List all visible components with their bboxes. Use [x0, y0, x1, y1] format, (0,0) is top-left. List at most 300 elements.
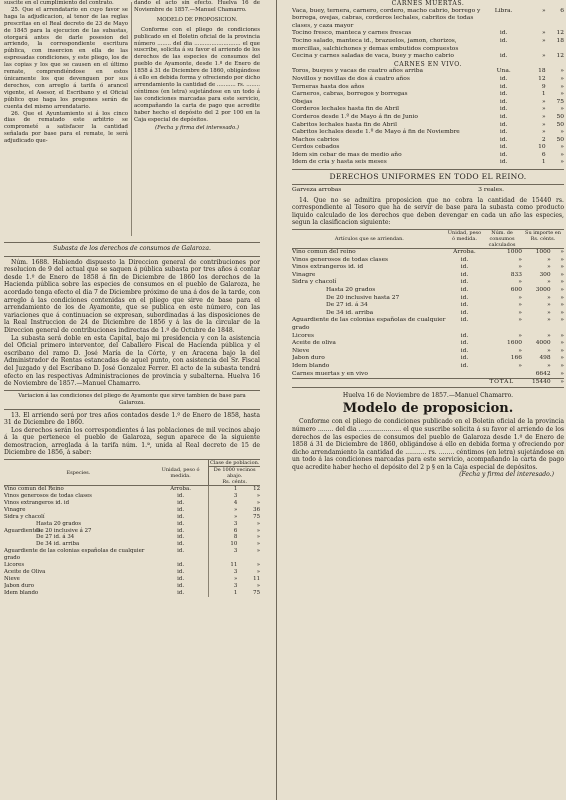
reales-cell: 9: [541, 83, 546, 90]
centimos-cell: 11: [253, 575, 260, 582]
centimos-cell: »: [256, 541, 260, 548]
reales-cell: 3: [209, 521, 237, 528]
article-name: Vinagre: [292, 271, 316, 278]
header-class-label: Clase de poblacion.: [209, 460, 260, 467]
amount-cell: »: [547, 264, 551, 271]
species-name: Idem blando: [4, 589, 39, 596]
unit-cell: id.: [177, 506, 185, 513]
table-row: [4, 548, 260, 562]
unit-cell: id.: [177, 534, 185, 541]
unit-cell: id.: [499, 144, 508, 151]
reales-cell: 10: [538, 144, 546, 151]
centimos-cell: 50: [556, 121, 564, 128]
unit-cell: id.: [499, 113, 508, 120]
reales-cell: 4: [209, 500, 237, 507]
table-row: [292, 279, 564, 287]
reales-cell: 6: [541, 151, 546, 158]
header-num: Núm. de consumos calculados: [488, 230, 516, 249]
reales-cell: 1: [209, 486, 237, 493]
amount-cell: 498: [539, 355, 551, 362]
reales-cell: 11: [209, 562, 237, 569]
reales-cell: »: [541, 129, 546, 136]
consumption-cell: »: [518, 302, 522, 309]
header-class: [209, 460, 260, 486]
total-value: 15440: [531, 379, 551, 386]
centimos-cell: »: [560, 347, 564, 354]
unit-cell: id.: [460, 256, 469, 263]
reales-cell: 1: [541, 91, 546, 98]
article-name: Tocino fresco, manteca y carnes frescas: [292, 30, 412, 37]
unit-cell: id.: [177, 582, 185, 589]
centimos-cell: »: [560, 309, 564, 316]
table-row: [292, 249, 564, 257]
table-row: [4, 521, 260, 528]
auction-venue-para: La subasta será doble en esta Capital, bajo mi presidencia y con la asistencia del Oficial primero interventor, del Caballero Fiscal de Hacienda pública y el escribano del ramo D. José María de la Córte, y en Aracena bajo la del Administrador de Rentas estancadas de aquel punto, con asistencia del Sr. Fiscal del Juzgado y del Escribano D. José Gonzalez Ferrer. El acto de la subasta tendrá efecto en las respectivas Administraciones de provincia y subalterna. Huelva 16 de Noviembre de 1857.—Manuel Chamarro.: [4, 334, 260, 388]
header-species: Especies.: [66, 469, 91, 476]
amount-cell: 6642: [535, 370, 551, 377]
centimos-cell: »: [560, 287, 564, 293]
reales-cell: 3: [209, 569, 237, 576]
consumption-cell: »: [518, 347, 522, 354]
table-row: [292, 84, 564, 92]
unit-cell: id.: [460, 279, 469, 286]
table-row: [292, 371, 564, 379]
species-name: Aceite de Oliva: [4, 568, 46, 575]
table-row: [292, 114, 564, 122]
consumption-cell: »: [518, 264, 522, 271]
divider: [292, 169, 564, 170]
consumption-cell: »: [518, 362, 522, 369]
unit-cell: id.: [177, 575, 185, 582]
unit-cell: id.: [499, 37, 508, 44]
article-name: Sidra y chacolí: [292, 279, 337, 286]
divider: [292, 184, 564, 185]
unit-cell: id.: [460, 340, 469, 347]
carnes-vivo-heading: CARNES EN VIVO.: [394, 60, 462, 68]
table-row: [292, 152, 564, 160]
table-row: [292, 68, 564, 76]
model-signature: (Fecha y firma del interesado.): [155, 125, 239, 132]
header-class-sub: De 1000 vecinos abajo.: [209, 466, 260, 479]
consumption-cell: [482, 371, 522, 379]
unit-cell: id.: [177, 589, 185, 596]
reales-cell: »: [541, 53, 546, 60]
unit-cell: id.: [499, 106, 508, 113]
species-name: Aguardiente de las colonias españolas de cualquier grado: [4, 548, 145, 562]
table-row: [292, 106, 564, 114]
centimos-cell: »: [560, 256, 564, 263]
reales-cell: 2: [541, 136, 546, 143]
centimos-cell: »: [256, 527, 260, 534]
species-name: Vinos generosos de todas clases: [4, 492, 92, 499]
centimos-cell: »: [560, 294, 564, 301]
table-row: [292, 340, 564, 348]
species-name: Vinos extrangeros id. id: [4, 499, 70, 506]
article-name: Terneras hasta dos años: [292, 83, 365, 90]
garveza-row: [292, 187, 564, 195]
unit-cell: [447, 371, 482, 379]
table-row: [292, 53, 564, 61]
total-cts: »: [560, 379, 564, 386]
unit-cell: id.: [499, 98, 508, 105]
centimos-cell: »: [560, 332, 564, 339]
unit-cell: id.: [177, 568, 185, 575]
consumption-cell: »: [518, 332, 522, 339]
amount-cell: »: [547, 302, 551, 309]
divider: [4, 409, 260, 410]
modelo-body: Conforme con el pliego de condiciones publicado en el Boletin oficial de la provincia número ........ del dia ...................... el que suscribe solicita á su favor el arriendo de los derechos de las especies de consumos del pueblo de Galaroza desde 1.º de Enero de 1858 á 31 de Diciembre de 1860, obligándose á ello en debida forma y ofreciendo por dicho arrendamiento la cantidad de ........... rs. ........ céntimos (en letra) sujetándose en un todo á las condiciones marcadas para este servicio, acompañando la carta de pago que acredite haber hecho el depósito del 2 p § en la Caja especial de depósitos.: [292, 418, 564, 471]
amount-cell: »: [547, 362, 551, 369]
total-row: [292, 379, 564, 388]
reales-cell: 10: [209, 541, 237, 548]
table-row: [4, 500, 260, 507]
reales-cell: 3: [209, 493, 237, 500]
left-column: [4, 0, 260, 800]
table-row: [292, 137, 564, 145]
species-name: Aguardientes. Hasta 20 grados: [4, 520, 82, 534]
carnes-vivo-table: [292, 68, 564, 167]
table-row: [4, 507, 260, 514]
consumption-cell: »: [518, 256, 522, 263]
unit-cell: Una.: [496, 68, 511, 75]
announcement-1688: Núm. 1688. Habiendo dispuesto la Direccion general de contribuciones por resolucion de 9 del actual que se saquen á pública subasta por tres años á contar desde 1.º de Enero de 1858 á fin de Diciembre de 1860 los derechos de la Hacienda pública sobre las especies de consumos en el pueblo de Galaroza, he acordado tenga efecto el dia 7 de Diciembre próximo de una á dos de la tarde, con arreglo á las condiciones contenidas en el pliego que sirve de base para el arrendamiento de los de Ayamonte, que se publica en este número, con las variaciones que á continuacion se expresan, subordinadas á las disposiciones de la Real Instruccion de 24 de Diciembre de 1856 y á las de la circular de la Direccion general de contribuciones indirectas de 1.º de Octubre de 1848.: [4, 258, 260, 334]
condition-25: 25. Que el arrendatario en cuyo favor se haga la adjudicacion, al tenor de las reglas prescritas en el Real decreto de 23 de Mayo de 1845 para la ejecucion de las subastas, otorgará antes de darle posesion del arriendo, la correspondiente escritura pública, con insercion en ella de las espresadas condiciones, y este pliego, los de las copias y los que se causen en el último remate, comprendiéndose en estos únicamente los que devenguen por sus derechos, con arreglo á tarifa ó arancel vigente, el Asesor, el Escribano y el Oficial público que haga los pregones serán de cuenta del mismo arrendatario.: [4, 6, 128, 110]
article-name: Cabritos lechales desde 1.º de Mayo á fin de Noviembre: [292, 129, 460, 136]
garveza-label: Garveza arrobas: [292, 187, 342, 194]
centimos-cell: »: [256, 582, 260, 589]
centimos-cell: »: [560, 340, 564, 347]
unit-cell: id.: [177, 541, 185, 548]
table-row: [292, 348, 564, 356]
condition-13: 13. El arriendo será por tres años contados desde 1.º de Enero de 1858, hasta 31 de Diciembre de 1860.: [4, 411, 260, 427]
unit-cell: Arroba.: [453, 249, 476, 256]
centimos-cell: »: [560, 75, 564, 82]
divider: [4, 256, 260, 257]
centimos-cell: »: [560, 355, 564, 362]
unit-cell: id.: [460, 271, 469, 278]
table-row: [292, 159, 564, 167]
reales-cell: 6: [209, 528, 237, 535]
unit-cell: id.: [499, 75, 508, 82]
centimos-cell: »: [560, 159, 564, 166]
amount-cell: 3000: [535, 287, 551, 293]
reales-cell: 3: [209, 548, 237, 562]
article-name: Carneros, cabras, borregos y borregas: [292, 91, 408, 98]
species-name: De 20 inclusive á 27: [36, 527, 92, 534]
calculation-rows: [292, 249, 564, 379]
amount-cell: 4000: [535, 340, 551, 347]
unit-cell: id.: [499, 136, 508, 143]
article-name: Vino comun del reino: [292, 249, 356, 256]
model-body: Conforme con el pliego de condiciones publicado en el Boletin oficial de la provincia número ........ del dia ........................... el que suscribe, solicita á su favor el arriendo de los derechos de las especies de consumos del pueblo de Ayamonte, desde 1.º de Enero de 1858 á 31 de Diciembre de 1860, obligándose á ello en debida forma y ofreciendo por dicho arrendamiento la cantidad de ........... rs. ........ céntimos (en letra) sujetándose en un todo á las condiciones marcadas para este servicio, acompañando la carta de pago que acredite haber hecho el depósito del 2 por 100 en la Caja especial de depósitos.: [134, 26, 260, 123]
reales-cell: 1: [209, 590, 237, 597]
centimos-cell: »: [560, 249, 564, 256]
article-name: Jabon duro: [292, 355, 325, 362]
unit-cell: id.: [499, 30, 508, 37]
article-name: Machos cabrios: [292, 136, 339, 143]
reales-cell: »: [541, 37, 546, 44]
modelo-signature: (Fecha y firma del interesado.): [459, 471, 554, 479]
uniform-rights-heading: DERECHOS UNIFORMES EN TODO EL REINO.: [329, 172, 527, 182]
unit-cell: id.: [499, 159, 508, 166]
consumption-cell: »: [518, 279, 522, 286]
unit-cell: id.: [177, 562, 185, 569]
unit-cell: id.: [460, 347, 469, 354]
unit-cell: id.: [460, 317, 469, 324]
unit-cell: id.: [177, 527, 185, 534]
centimos-cell: 12: [556, 30, 564, 37]
total-label: TOTAL: [489, 379, 514, 386]
centimos-cell: »: [560, 302, 564, 309]
table-row: [4, 576, 260, 583]
species-name: Jabon duro: [4, 582, 35, 589]
unit-cell: id.: [177, 492, 185, 499]
consumption-cell: »: [518, 317, 522, 324]
condition-text-end: dando el acto sin efecto. Huelva 16 de Noviembre de 1857.—Manuel Chamarro.: [134, 0, 260, 13]
article-name: Toros, bueyes y vacas de cuatro años arriba: [292, 68, 424, 75]
reales-cell: 12: [538, 75, 546, 82]
centimos-cell: 50: [556, 136, 564, 143]
garveza-value: 3 reales.: [478, 187, 504, 194]
table-row: [292, 264, 564, 272]
reales-cell: 8: [209, 534, 237, 541]
amount-cell: 1000: [535, 249, 551, 256]
centimos-cell: »: [560, 317, 564, 324]
species-name: Licores: [4, 562, 25, 569]
centimos-cell: »: [560, 271, 564, 278]
aguardientes-label: Aguardientes.: [4, 527, 43, 534]
article-name: De 20 inclusive hasta 27: [326, 294, 400, 301]
condition-text: suscite en el cumplimiento del contrato.: [4, 0, 114, 6]
table-row: [292, 122, 564, 130]
centimos-cell: »: [560, 91, 564, 98]
table-row: [4, 583, 260, 590]
reales-cell: »: [209, 576, 237, 583]
subasta-title: Subasta de los derechos de consumos de Galaroza.: [53, 245, 211, 252]
species-name: Sidra y chacolí: [4, 513, 45, 520]
centimos-cell: 75: [556, 98, 564, 105]
header-importe: Su importe en Rs. cénts.: [525, 230, 561, 243]
header-unit: Unidad, peso ó medida.: [161, 466, 200, 479]
page-divider: [276, 0, 277, 800]
article-name: Idem de cria y hasta seis meses: [292, 159, 387, 166]
unit-cell: id.: [460, 309, 469, 316]
consumption-cell: 833: [510, 271, 522, 278]
column-divider: [131, 2, 132, 236]
ayamonte-model-column: [134, 0, 260, 132]
table-row: [292, 257, 564, 265]
unit-cell: id.: [460, 294, 469, 301]
divider: [4, 390, 260, 391]
centimos-cell: 50: [556, 113, 564, 120]
reales-cell: »: [209, 514, 237, 521]
unit-cell: Libra.: [494, 7, 513, 14]
article-name: Idem blando: [292, 362, 330, 369]
right-column: [292, 0, 564, 800]
unit-cell: id.: [499, 121, 508, 128]
species-name: Nieve: [4, 575, 20, 582]
calculation-table: [292, 229, 564, 388]
centimos-cell: 36: [253, 506, 260, 513]
rights-para: Los derechos serán los correspondientes á las poblaciones de mil vecinos abajo á la que pertenece el pueblo de Galaroza, segun aparece de la siguiente demostracion, arreglada á la tarifa núm. 1.ª, unida al Real decreto de 15 de Diciembre de 1856, á saber:: [4, 426, 260, 457]
article-name: De 27 id. á 34: [326, 302, 368, 309]
unit-cell: id.: [460, 264, 469, 271]
table-row: [292, 302, 564, 310]
reales-cell: »: [541, 106, 546, 113]
unit-cell: id.: [460, 332, 469, 339]
amount-cell: »: [547, 317, 551, 324]
centimos-cell: »: [560, 362, 564, 369]
divider: [4, 242, 260, 243]
consumption-cell: »: [518, 294, 522, 301]
reales-cell: 1: [541, 159, 546, 166]
species-name: Vinagre: [4, 506, 26, 513]
centimos-cell: »: [560, 279, 564, 286]
table-row: [292, 355, 564, 363]
article-name: Vaca, buey, ternera, carnero, cordero, macho cabrio, borrego y borrega, ovejas, cabras, corderos lechales, cabritos de todas clases, y caza mayor: [292, 7, 481, 29]
table-row: [4, 486, 260, 493]
centimos-cell: »: [256, 520, 260, 527]
centimos-cell: 75: [253, 589, 260, 596]
consumption-cell: 1600: [506, 340, 522, 347]
condition-26: 26. Que el Ayuntamiento si á los cinco dias de rematado este arbitrio se comprometé a satisfacer la cantidad señalada por base para el remate, le será adjudicado que-: [4, 110, 128, 145]
article-name: Cecina y carnes saladas de vaca, buey y macho cabrio: [292, 53, 454, 60]
amount-cell: »: [547, 332, 551, 339]
article-name: Vinos generosos de todas clases: [292, 256, 389, 263]
table-row: [292, 144, 564, 152]
centimos-cell: 75: [253, 513, 260, 520]
table-row: [292, 129, 564, 137]
variation-heading: Variacion á las condiciones del pliego de Ayamonte que sirve tambien de base para Galaroza.: [18, 392, 246, 406]
consumption-cell: 1000: [506, 249, 522, 256]
modelo-title: Modelo de proposicion.: [342, 401, 514, 417]
unit-cell: id.: [499, 151, 508, 158]
consumption-cell: 166: [510, 355, 522, 362]
centimos-cell: »: [256, 548, 260, 555]
unit-cell: id.: [499, 129, 508, 136]
unit-cell: id.: [460, 302, 469, 309]
left-top-block: [4, 0, 260, 240]
article-name: Novillos y novillas de dos á cuatro años: [292, 75, 410, 82]
species-name: De 27 id. á 34: [36, 534, 75, 541]
article-name: Corderos lechales hasta fin de Abril: [292, 106, 400, 113]
table-row: [292, 99, 564, 107]
article-name: Cerdos cebados: [292, 144, 340, 151]
table-row: [292, 287, 564, 295]
species-name: Vino comun del Reino: [4, 486, 64, 493]
centimos-cell: 12: [556, 53, 564, 60]
table-row: [292, 91, 564, 99]
amount-cell: 300: [539, 271, 551, 278]
consumption-cell: 600: [510, 287, 522, 293]
centimos-cell: »: [560, 264, 564, 271]
table-row: [292, 76, 564, 84]
centimos-cell: »: [560, 151, 564, 158]
amount-cell: »: [547, 309, 551, 316]
galaroza-rates-table: [4, 459, 260, 597]
amount-cell: »: [547, 347, 551, 354]
model-heading: MODELO DE PROPOSICION.: [156, 16, 238, 23]
table-row: [4, 590, 260, 597]
reales-cell: 18: [538, 68, 546, 75]
unit-cell: id.: [460, 287, 469, 293]
article-name: Vinos extrangeros id. id: [292, 264, 364, 271]
unit-cell: id.: [177, 513, 185, 520]
table-row: [4, 534, 260, 541]
header-rs: Rs. cénts.: [222, 479, 248, 486]
table-row: [292, 363, 564, 371]
condition-14: 14. Que no se admitira proposicion que no cobra la cantidad de 15440 rs. correspondiente al Tesoro que ha de servir de base para la subasta como producto liquido calculado de los derechos que deben devengar en cada un año las especies, segun la clasificacion siguiente:: [292, 196, 564, 227]
article-name: Cabritos lechales hasta fin de Abril: [292, 121, 397, 128]
table-row: [292, 333, 564, 341]
reales-cell: »: [541, 121, 546, 128]
article-name: Aceite de oliva: [292, 340, 336, 347]
reales-cell: »: [541, 113, 546, 120]
centimos-cell: »: [560, 83, 564, 90]
centimos-cell: »: [256, 534, 260, 541]
unit-cell: id.: [177, 548, 185, 555]
centimos-cell: »: [560, 68, 564, 75]
article-name: Obejas: [292, 98, 313, 105]
table-row: [292, 317, 564, 332]
unit-cell: id.: [499, 53, 508, 60]
unit-cell: id.: [460, 362, 469, 369]
reales-cell: »: [209, 507, 237, 514]
unit-cell: id.: [499, 83, 508, 90]
centimos-cell: »: [256, 492, 260, 499]
centimos-cell: »: [560, 129, 564, 136]
table-row: [4, 493, 260, 500]
header-articulos: Artículos que se arriendan.: [334, 236, 404, 243]
consumption-cell: »: [518, 309, 522, 316]
carnes-muertas-heading: CARNES MUERTAS.: [391, 0, 465, 7]
table-row: [292, 8, 564, 31]
unit-cell: id.: [460, 355, 469, 362]
article-name: Tocino salado, manteca id., brazuelos, jamon, chorizos, morcillas, salchichones y demas embutidos compuestos: [292, 37, 459, 52]
header-unidad: Unidad, peso ó medida.: [447, 230, 482, 243]
centimos-cell: 6: [560, 7, 564, 14]
centimos-cell: »: [560, 370, 564, 377]
table-row: [4, 562, 260, 569]
reales-cell: 3: [209, 583, 237, 590]
unit-cell: id.: [177, 499, 185, 506]
unit-cell: id.: [177, 520, 185, 527]
centimos-cell: »: [560, 106, 564, 113]
carnes-muertas-table: [292, 8, 564, 61]
article-name: Aguardiente de las colonias españolas de cualquier grado: [292, 317, 446, 331]
reales-cell: »: [541, 30, 546, 37]
ayamonte-conditions-column: [4, 0, 128, 145]
unit-cell: Arroba.: [170, 486, 191, 493]
table-row: [292, 38, 564, 53]
article-name: Licores: [292, 332, 314, 339]
amount-cell: »: [547, 294, 551, 301]
article-name: Nieve: [292, 347, 310, 354]
rates-rows: [4, 486, 260, 597]
reales-cell: »: [541, 98, 546, 105]
table-row: [4, 514, 260, 521]
signoff: Huelva 16 de Noviembre de 1857.—Manuel Chamarro.: [342, 391, 514, 399]
centimos-cell: »: [256, 499, 260, 506]
unit-cell: id.: [499, 91, 508, 98]
centimos-cell: »: [256, 562, 260, 569]
centimos-cell: 12: [253, 486, 260, 493]
centimos-cell: 18: [556, 37, 564, 44]
reales-cell: »: [541, 7, 546, 14]
article-name: Idem sin cebar de mas de medio año: [292, 151, 402, 158]
article-name: Hasta 20 grados: [326, 287, 376, 293]
species-name: De 34 id. arriba: [36, 541, 80, 548]
